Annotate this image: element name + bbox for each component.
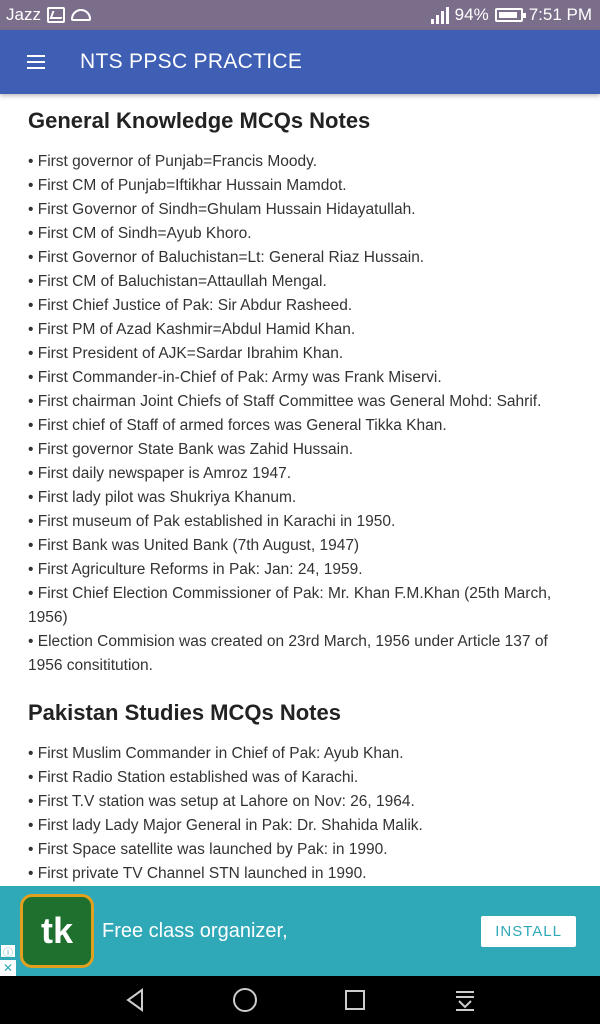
- list-item: • First Governor of Baluchistan=Lt: General Riaz Hussain.: [28, 246, 572, 270]
- list-item: • First governor State Bank was Zahid Hussain.: [28, 438, 572, 462]
- section-title-pakistan-studies: Pakistan Studies MCQs Notes: [28, 700, 341, 725]
- ad-close-icon[interactable]: ✕: [0, 960, 16, 976]
- ad-headline[interactable]: Free class organizer,: [102, 919, 288, 942]
- status-left: [6, 5, 91, 25]
- app-bar: [0, 30, 600, 94]
- install-button[interactable]: INSTALL: [481, 916, 576, 947]
- home-icon[interactable]: [225, 980, 265, 1020]
- list-item: • First lady pilot was Shukriya Khanum.: [28, 486, 572, 510]
- notes-content[interactable]: [0, 94, 600, 886]
- list-item: • First Radio Station established was of Karachi.: [28, 766, 572, 790]
- section-title-general-knowledge: General Knowledge MCQs Notes: [28, 108, 371, 133]
- list-item: • First Chief Election Commissioner of Pak: Mr. Khan F.M.Khan (25th March, 1956): [28, 582, 572, 630]
- list-item: • First private TV Channel STN launched in 1990.: [28, 862, 572, 886]
- list-item: • First CM of Sindh=Ayub Khoro.: [28, 222, 572, 246]
- pakistan-studies-list: [28, 742, 572, 886]
- signal-icon: [431, 6, 449, 24]
- list-item: • First museum of Pak established in Karachi in 1950.: [28, 510, 572, 534]
- list-item: • First CM of Baluchistan=Attaullah Mengal.: [28, 270, 572, 294]
- ad-info-icon[interactable]: ⓘ: [0, 944, 16, 958]
- list-item: • First President of AJK=Sardar Ibrahim Khan.: [28, 342, 572, 366]
- list-item: • First governor of Punjab=Francis Moody.: [28, 150, 572, 174]
- status-right: [431, 5, 592, 25]
- status-bar: [0, 0, 600, 30]
- list-item: • First Bank was United Bank (7th August, 1947): [28, 534, 572, 558]
- carrier-label: Jazz: [6, 5, 41, 24]
- list-item: • First Muslim Commander in Chief of Pak: Ayub Khan.: [28, 742, 572, 766]
- clock: 7:51 PM: [528, 5, 592, 24]
- list-item: • First chairman Joint Chiefs of Staff Committee was General Mohd: Sahrif.: [28, 390, 572, 414]
- list-item: • First Chief Justice of Pak: Sir Abdur Rasheed.: [28, 294, 572, 318]
- battery-percent: 94%: [454, 5, 489, 24]
- battery-icon: [495, 8, 523, 22]
- android-notification-icon: [71, 9, 91, 21]
- hamburger-menu-icon[interactable]: [0, 30, 72, 94]
- back-icon[interactable]: [115, 980, 155, 1020]
- list-item: • First Governor of Sindh=Ghulam Hussain Hidayatullah.: [28, 198, 572, 222]
- list-item: • First PM of Azad Kashmir=Abdul Hamid Khan.: [28, 318, 572, 342]
- gallery-notification-icon: [47, 7, 65, 23]
- list-item: • First Agriculture Reforms in Pak: Jan: 24, 1959.: [28, 558, 572, 582]
- list-item: • Election Commision was created on 23rd March, 1956 under Article 137 of 1956 consititution.: [28, 630, 572, 678]
- list-item: • First Space satellite was launched by Pak: in 1990.: [28, 838, 572, 862]
- list-item: • First T.V station was setup at Lahore on Nov: 26, 1964.: [28, 790, 572, 814]
- list-item: • First Commander-in-Chief of Pak: Army was Frank Miservi.: [28, 366, 572, 390]
- general-knowledge-list: [28, 150, 572, 678]
- recents-icon[interactable]: [335, 980, 375, 1020]
- list-item: • First chief of Staff of armed forces was General Tikka Khan.: [28, 414, 572, 438]
- ad-app-logo[interactable]: tk: [20, 894, 94, 968]
- app-title: NTS PPSC PRACTICE: [80, 50, 303, 73]
- list-item: • First lady Lady Major General in Pak: Dr. Shahida Malik.: [28, 814, 572, 838]
- system-nav-bar: [0, 976, 600, 1024]
- notification-pull-icon[interactable]: [445, 980, 485, 1020]
- ad-banner[interactable]: [0, 886, 600, 976]
- list-item: • First CM of Punjab=Iftikhar Hussain Mamdot.: [28, 174, 572, 198]
- list-item: • First daily newspaper is Amroz 1947.: [28, 462, 572, 486]
